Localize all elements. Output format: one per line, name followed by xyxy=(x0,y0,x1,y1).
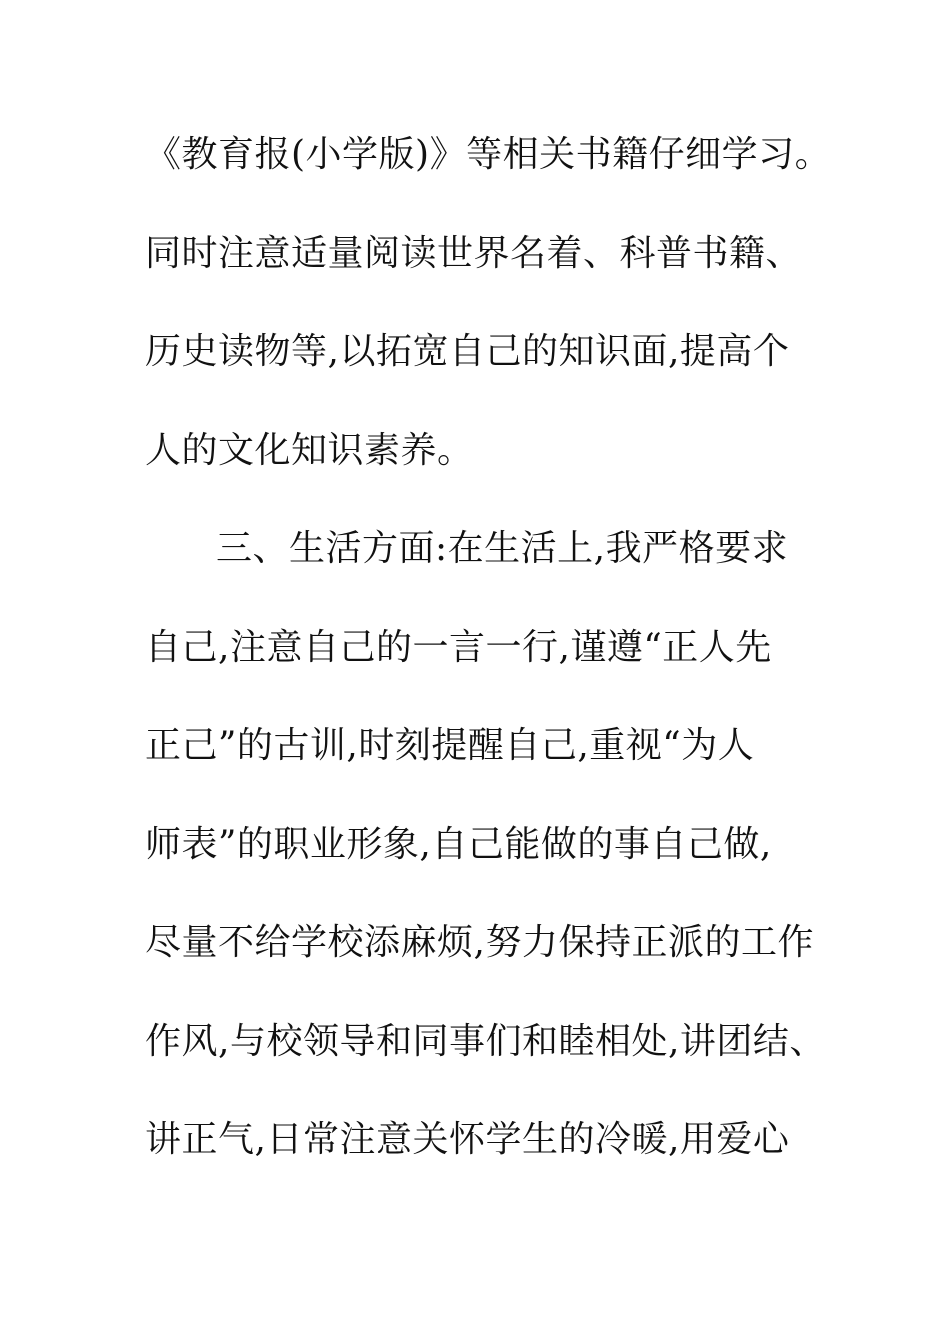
document-body xyxy=(145,118,832,1202)
text-line: 讲正气,日常注意关怀学生的冷暖,用爱心 xyxy=(145,1119,790,1160)
text-line: 历史读物等,以拓宽自己的知识面,提高个 xyxy=(145,331,790,372)
text-line: 正己”的古训,时刻提醒自己,重视“为人 xyxy=(145,725,755,766)
text-line: 尽量不给学校添麻烦,努力保持正派的工作 xyxy=(145,922,814,963)
text-line: 作风,与校领导和同事们和睦相处,讲团结、 xyxy=(145,1020,826,1062)
text-line: 师表”的职业形象,自己能做的事自己做, xyxy=(145,823,772,865)
text-line: 人的文化知识素养。 xyxy=(145,429,474,471)
text-line: 同时注意适量阅读世界名着、科普书籍、 xyxy=(145,232,803,274)
text-line: 《教育报(小学版)》等相关书籍仔细学习。 xyxy=(145,134,832,175)
section-heading-line: 三、生活方面:在生活上,我严格要求 xyxy=(216,528,789,569)
text-line: 自己,注意自己的一言一行,谨遵“正人先 xyxy=(145,626,772,668)
